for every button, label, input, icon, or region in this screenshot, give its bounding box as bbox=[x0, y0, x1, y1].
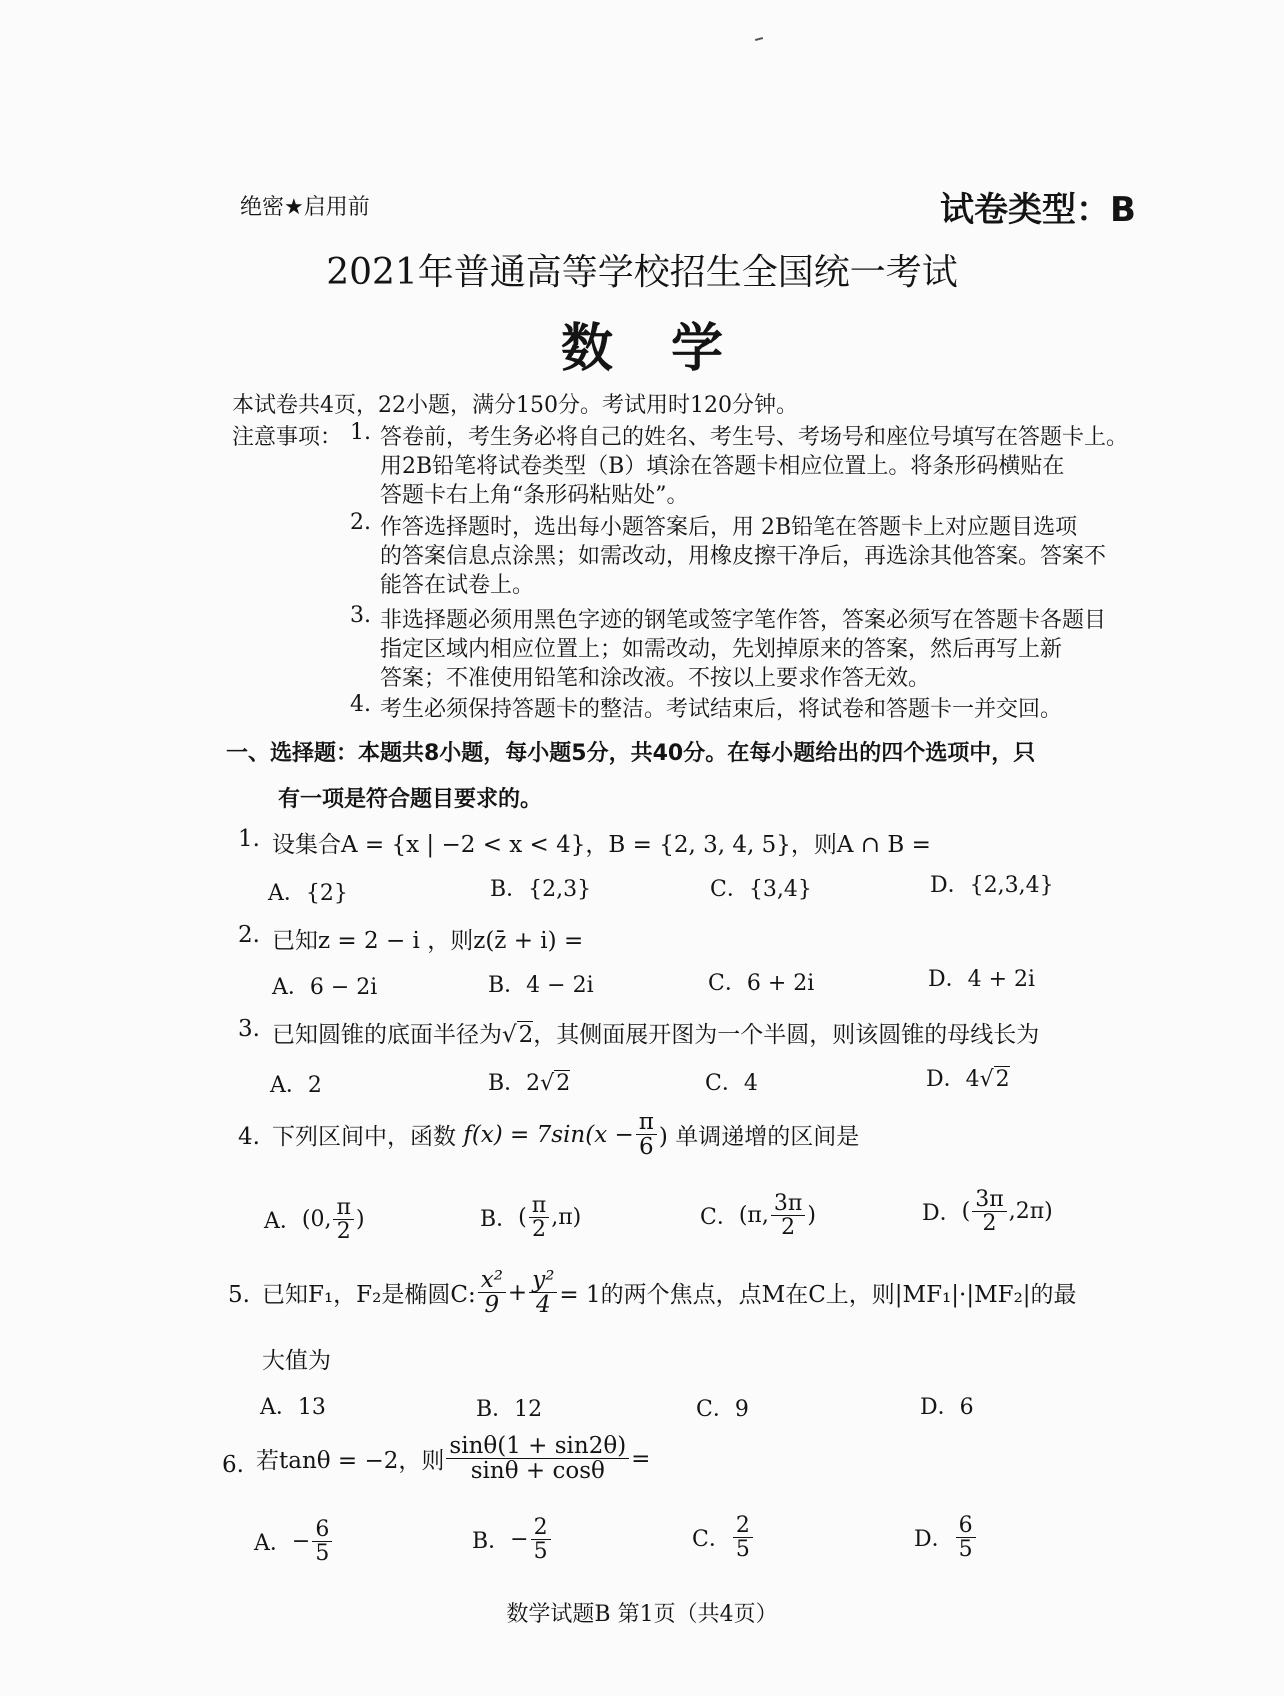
option-d: D．4 + 2i bbox=[928, 967, 1036, 992]
option-c: C．4 bbox=[705, 1071, 758, 1096]
note-line: 答案；不准使用铅笔和涂改液。不按以上要求作答无效。 bbox=[380, 666, 931, 691]
option-label: D． bbox=[922, 1201, 962, 1227]
note-line: 的答案信息点涂黑；如需改动，用橡皮擦干净后，再选涂其他答案。答案不 bbox=[380, 544, 1107, 569]
fraction-numerator: y² bbox=[529, 1268, 557, 1293]
interval-close: ,π) bbox=[551, 1205, 582, 1231]
question-text: 设集合A = {x | −2 < x < 4}，B = {2, 3, 4, 5}，则A ∩ B = bbox=[272, 832, 931, 858]
question-text-pre: 已知圆锥的底面半径为 bbox=[272, 1022, 502, 1048]
question-number: 4. bbox=[238, 1124, 260, 1150]
radicand: 2 bbox=[556, 1071, 571, 1096]
option-label: A． bbox=[254, 1531, 292, 1557]
question-text-cont: 大值为 bbox=[262, 1348, 331, 1374]
option-c bbox=[700, 1192, 816, 1239]
note-line: 能答在试卷上。 bbox=[380, 573, 535, 598]
option-b bbox=[480, 1194, 581, 1241]
question-number: 5. bbox=[228, 1282, 250, 1308]
option-label: B． bbox=[480, 1207, 519, 1233]
fraction bbox=[446, 1434, 629, 1483]
fraction-numerator: π bbox=[636, 1110, 657, 1135]
question-number: 3. bbox=[238, 1016, 260, 1042]
question-text-post: = 1的两个焦点，点M在C上，则|MF₁|·|MF₂|的最 bbox=[559, 1282, 1077, 1309]
fraction-denominator: 6 bbox=[639, 1134, 654, 1161]
fraction-denominator: 2 bbox=[982, 1211, 997, 1237]
option-d bbox=[926, 1062, 1010, 1093]
exam-title: 2021年普通高等学校招生全国统一考试 bbox=[326, 252, 958, 293]
fraction bbox=[312, 1518, 332, 1565]
option-label: D． bbox=[914, 1527, 954, 1553]
radicand: 2 bbox=[995, 1067, 1010, 1092]
option-label: C． bbox=[692, 1527, 731, 1553]
fraction-numerator: 2 bbox=[531, 1516, 551, 1540]
option-a: A．2 bbox=[270, 1073, 322, 1098]
fraction bbox=[531, 1516, 551, 1563]
fraction-denominator: 2 bbox=[781, 1215, 796, 1241]
fraction bbox=[478, 1268, 506, 1317]
note-line: 用2B铅笔将试卷类型（B）填涂在答题卡相应位置上。将条形码横贴在 bbox=[380, 454, 1065, 479]
option-a: A．6 − 2i bbox=[272, 975, 378, 1000]
notes-label: 注意事项： bbox=[232, 425, 343, 450]
option-a bbox=[264, 1196, 365, 1243]
question-text-pre: 下列区间中，函数 bbox=[272, 1124, 456, 1151]
fraction bbox=[529, 1268, 557, 1317]
fraction-numerator: 6 bbox=[312, 1518, 332, 1542]
option-d: D．6 bbox=[920, 1395, 974, 1420]
question-number: 6. bbox=[222, 1452, 244, 1478]
fraction bbox=[733, 1514, 753, 1561]
question-number: 1. bbox=[238, 826, 260, 852]
note-num: 1. bbox=[350, 420, 371, 445]
plus-sign: + bbox=[507, 1279, 528, 1306]
option-a bbox=[254, 1518, 334, 1565]
fraction-numerator: 3π bbox=[972, 1188, 1006, 1212]
question-text-post: ，其侧面展开图为一个半圆，则该圆锥的母线长为 bbox=[533, 1022, 1040, 1048]
fraction-denominator: 5 bbox=[533, 1539, 548, 1565]
fraction-numerator: sinθ(1 + sin2θ) bbox=[446, 1434, 629, 1459]
fraction-denominator: 5 bbox=[315, 1541, 330, 1567]
option-c: C．9 bbox=[696, 1397, 749, 1422]
option-label: C． bbox=[700, 1205, 739, 1231]
page-footer: 数学试题B 第1页（共4页） bbox=[506, 1602, 778, 1627]
question-text bbox=[256, 1434, 650, 1483]
fraction-numerator: π bbox=[333, 1196, 353, 1220]
fraction-numerator: x² bbox=[478, 1268, 506, 1293]
paper-type-label: 试卷类型：B bbox=[940, 190, 1136, 230]
fraction-denominator: 2 bbox=[336, 1219, 351, 1245]
sqrt-symbol: √ bbox=[979, 1067, 994, 1092]
option-label: B． bbox=[488, 1071, 527, 1096]
question-text-pre: 已知F₁，F₂是椭圆C: bbox=[262, 1282, 476, 1309]
fraction-denominator: sinθ + cosθ bbox=[470, 1458, 605, 1485]
fraction bbox=[636, 1110, 657, 1159]
question-text bbox=[272, 1110, 859, 1159]
option-b bbox=[488, 1066, 570, 1097]
note-line: 考生必须保持答题卡的整洁。考试结束后，将试卷和答题卡一并交回。 bbox=[380, 697, 1063, 722]
radicand: 2 bbox=[518, 1022, 534, 1048]
note-line: 作答选择题时，选出每小题答案后，用 2B铅笔在答题卡上对应题目选项 bbox=[380, 515, 1078, 540]
interval-close: ) bbox=[807, 1203, 816, 1229]
interval-open: (π, bbox=[738, 1203, 769, 1229]
question-text bbox=[272, 1016, 1039, 1049]
minus-sign: − bbox=[510, 1527, 529, 1553]
question-text-post: ) 单调递增的区间是 bbox=[658, 1124, 860, 1151]
fraction bbox=[771, 1192, 805, 1239]
fraction bbox=[333, 1196, 353, 1243]
option-b bbox=[472, 1516, 553, 1563]
fraction-numerator: 6 bbox=[956, 1514, 976, 1538]
question-number: 2. bbox=[238, 922, 260, 948]
note-num: 2. bbox=[350, 510, 371, 535]
note-line: 答卷前，考生务必将自己的姓名、考生号、考场号和座位号填写在答题卡上。 bbox=[380, 425, 1129, 450]
option-d bbox=[922, 1188, 1053, 1235]
interval-open: ( bbox=[961, 1199, 971, 1225]
option-b: B．{2,3} bbox=[490, 877, 592, 902]
function-expression: f(x) = 7sin(x − bbox=[463, 1121, 634, 1148]
sqrt-symbol: √ bbox=[502, 1022, 517, 1048]
option-d: D．{2,3,4} bbox=[930, 873, 1054, 898]
note-line: 非选择题必须用黑色字迹的钢笔或签字笔作答，答案必须写在答题卡各题目 bbox=[380, 608, 1107, 633]
section-heading: 一、选择题：本题共8小题，每小题5分，共40分。在每小题给出的四个选项中，只 bbox=[226, 741, 1036, 766]
coefficient: 4 bbox=[965, 1067, 980, 1092]
sqrt-symbol: √ bbox=[540, 1071, 555, 1096]
confidential-label: 绝密★启用前 bbox=[240, 195, 370, 220]
fraction-denominator: 2 bbox=[532, 1217, 546, 1243]
fraction bbox=[956, 1514, 976, 1561]
question-text-pre: 若tanθ = −2，则 bbox=[256, 1448, 445, 1475]
option-c bbox=[692, 1514, 755, 1561]
note-line: 指定区域内相应位置上；如需改动，先划掉原来的答案，然后再写上新 bbox=[380, 637, 1063, 662]
option-b: B．12 bbox=[476, 1397, 543, 1422]
fraction-numerator: 2 bbox=[733, 1514, 753, 1538]
fraction-denominator: 5 bbox=[958, 1537, 973, 1563]
question-text-post: = bbox=[631, 1445, 651, 1472]
option-a: A．{2} bbox=[268, 881, 348, 906]
fraction-denominator: 4 bbox=[535, 1292, 551, 1319]
note-num: 4. bbox=[350, 692, 371, 717]
option-c: C．6 + 2i bbox=[708, 971, 815, 996]
intro-text: 本试卷共4页，22小题，满分150分。考试用时120分钟。 bbox=[232, 393, 798, 418]
option-d bbox=[914, 1514, 978, 1561]
option-b: B．4 − 2i bbox=[488, 973, 594, 998]
note-num: 3. bbox=[350, 603, 371, 628]
interval-open: ( bbox=[518, 1205, 527, 1231]
fraction-numerator: π bbox=[529, 1194, 549, 1218]
interval-close: ) bbox=[355, 1207, 365, 1233]
fraction-denominator: 9 bbox=[484, 1292, 500, 1319]
minus-sign: − bbox=[291, 1529, 311, 1555]
option-label: B． bbox=[472, 1529, 511, 1555]
interval-close: ,2π) bbox=[1008, 1199, 1053, 1225]
interval-open: (0, bbox=[301, 1207, 332, 1233]
fraction bbox=[972, 1188, 1006, 1235]
question-text: 已知z = 2 − i ，则z(z̄ + i) = bbox=[272, 928, 584, 954]
option-a: A．13 bbox=[260, 1395, 326, 1420]
option-label: D． bbox=[926, 1067, 966, 1092]
question-text bbox=[262, 1268, 1077, 1317]
coefficient: 2 bbox=[526, 1071, 541, 1096]
option-label: A． bbox=[264, 1209, 302, 1235]
fraction-numerator: 3π bbox=[771, 1192, 805, 1216]
fraction-denominator: 5 bbox=[735, 1537, 750, 1563]
fraction bbox=[529, 1194, 549, 1241]
section-heading-cont: 有一项是符合题目要求的。 bbox=[278, 787, 543, 812]
option-c: C．{3,4} bbox=[710, 877, 812, 902]
scan-speck bbox=[755, 37, 763, 41]
subject-title: 数学 bbox=[560, 318, 781, 379]
note-line: 答题卡右上角“条形码粘贴处”。 bbox=[380, 483, 689, 508]
